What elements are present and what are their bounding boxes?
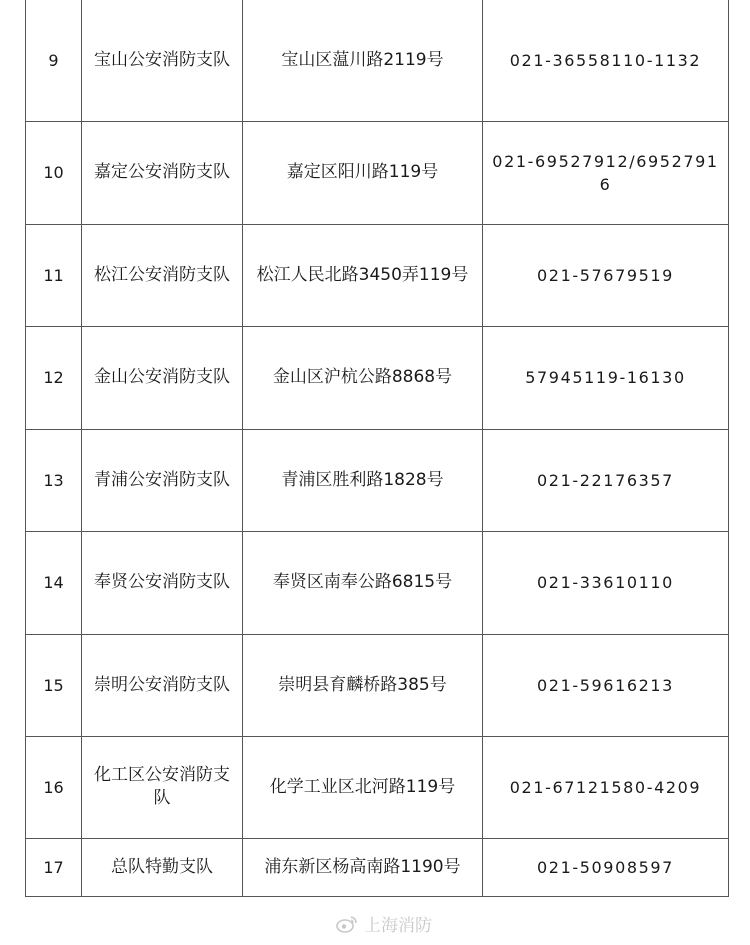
row-number: 13: [26, 429, 82, 531]
table-row: [26, 326, 729, 429]
unit-phone: 021-69527912/69527916: [483, 121, 729, 224]
unit-name: 青浦公安消防支队: [82, 429, 243, 531]
unit-phone: 021-57679519: [483, 224, 729, 326]
unit-address: 奉贤区南奉公路6815号: [243, 531, 483, 634]
unit-phone: 57945119-16130: [483, 326, 729, 429]
row-number: 15: [26, 634, 82, 736]
unit-name: 总队特勤支队: [82, 838, 243, 896]
unit-address: 金山区沪杭公路8868号: [243, 326, 483, 429]
unit-name: 金山公安消防支队: [82, 326, 243, 429]
unit-phone: 021-50908597: [483, 838, 729, 896]
watermark-text: 上海消防: [364, 916, 432, 936]
unit-name: 化工区公安消防支队: [82, 736, 243, 838]
unit-name: 奉贤公安消防支队: [82, 531, 243, 634]
table-row: [26, 429, 729, 531]
unit-address: 青浦区胜利路1828号: [243, 429, 483, 531]
row-number: 16: [26, 736, 82, 838]
row-number: 17: [26, 838, 82, 896]
unit-address: 化学工业区北河路119号: [243, 736, 483, 838]
unit-name: 宝山公安消防支队: [82, 0, 243, 121]
table-row: [26, 634, 729, 736]
row-number: 10: [26, 121, 82, 224]
table-row: [26, 531, 729, 634]
unit-address: 宝山区蕰川路2119号: [243, 0, 483, 121]
unit-phone: 021-59616213: [483, 634, 729, 736]
row-number: 14: [26, 531, 82, 634]
table-row: [26, 224, 729, 326]
unit-phone: 021-22176357: [483, 429, 729, 531]
unit-address: 崇明县育麟桥路385号: [243, 634, 483, 736]
table-row: [26, 838, 729, 896]
unit-name: 松江公安消防支队: [82, 224, 243, 326]
fire-brigade-table: [25, 0, 729, 897]
row-number: 12: [26, 326, 82, 429]
row-number: 9: [26, 0, 82, 121]
watermark: [336, 911, 432, 936]
unit-phone: 021-36558110-1132: [483, 0, 729, 121]
table-row: [26, 736, 729, 838]
unit-phone: 021-67121580-4209: [483, 736, 729, 838]
row-number: 11: [26, 224, 82, 326]
weibo-icon: [336, 915, 358, 933]
table-row: [26, 121, 729, 224]
unit-address: 浦东新区杨高南路1190号: [243, 838, 483, 896]
unit-name: 崇明公安消防支队: [82, 634, 243, 736]
table-row: [26, 0, 729, 121]
unit-phone: 021-33610110: [483, 531, 729, 634]
unit-address: 松江人民北路3450弄119号: [243, 224, 483, 326]
unit-address: 嘉定区阳川路119号: [243, 121, 483, 224]
unit-name: 嘉定公安消防支队: [82, 121, 243, 224]
